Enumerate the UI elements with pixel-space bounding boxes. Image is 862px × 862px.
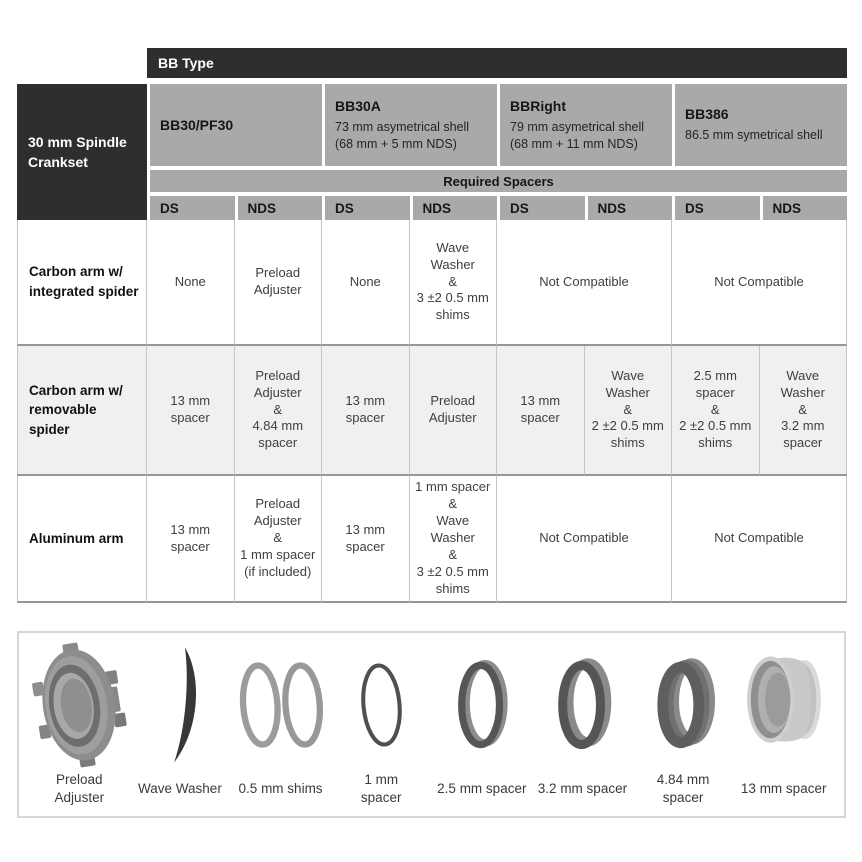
table-cell: 13 mm spacer — [147, 476, 235, 603]
bb-type-name: BBRight — [510, 97, 566, 114]
table-cell: 13 mm spacer — [497, 346, 585, 476]
bb-type-desc: 86.5 mm symetrical shell — [685, 128, 823, 143]
part-label: 1 mm spacer — [360, 771, 402, 806]
legend-part-wave-washer — [130, 641, 231, 810]
table-cell: Preload Adjuster & 4.84 mm spacer — [235, 346, 323, 476]
row-label-carbon-integrated: Carbon arm w/ integrated spider — [17, 220, 147, 346]
preload-adjuster-image — [29, 641, 129, 768]
required-spacers-header: Required Spacers — [147, 170, 847, 192]
table-cell-not-compatible: Not Compatible — [497, 476, 672, 603]
spacer-484mm-image — [636, 641, 731, 768]
table-cell-not-compatible: Not Compatible — [672, 476, 847, 603]
table-cell: Preload Adjuster — [410, 346, 498, 476]
bb-type-header-bb30-pf30 — [147, 84, 322, 166]
legend-part-13mm-spacer — [733, 641, 834, 810]
legend-part-preload-adjuster — [29, 641, 130, 810]
subheader-nds: NDS — [410, 196, 498, 220]
part-label: 2.5 mm spacer — [437, 781, 527, 797]
table-cell: None — [322, 220, 410, 346]
spacer-13mm-image — [734, 641, 834, 768]
spacer-1mm-image — [334, 641, 429, 768]
table-cell: 1 mm spacer & Wave Washer & 3 ±2 0.5 mm shims — [410, 476, 498, 603]
table-cell: Wave Washer & 3 ±2 0.5 mm shims — [410, 220, 498, 346]
table-cell: Wave Washer & 3.2 mm spacer — [760, 346, 848, 476]
subheader-ds: DS — [672, 196, 760, 220]
bb-type-header-bbright — [497, 84, 672, 166]
bb-type-header: BB Type — [147, 48, 847, 78]
table-cell: 2.5 mm spacer & 2 ±2 0.5 mm shims — [672, 346, 760, 476]
subheader-ds: DS — [322, 196, 410, 220]
legend-part-25mm-spacer — [432, 641, 533, 810]
table-cell-not-compatible: Not Compatible — [672, 220, 847, 346]
part-label: 3.2 mm spacer — [537, 781, 628, 797]
table-cell: 13 mm spacer — [147, 346, 235, 476]
compatibility-table — [17, 48, 847, 603]
spacer-25mm-image — [434, 641, 529, 768]
wave-washer-image — [132, 641, 227, 768]
part-label: 0.5 mm shims — [238, 781, 323, 797]
legend-part-32mm-spacer — [532, 641, 633, 810]
legend-part-1mm-spacer — [331, 641, 432, 810]
table-cell-not-compatible: Not Compatible — [497, 220, 672, 346]
table-cell: 13 mm spacer — [322, 346, 410, 476]
subheader-nds: NDS — [235, 196, 323, 220]
bb-type-desc: 79 mm asymetrical shell (68 mm + 11 mm NDS) — [510, 119, 645, 151]
subheader-nds: NDS — [760, 196, 848, 220]
spindle-crankset-header: 30 mm Spindle Crankset — [17, 84, 147, 220]
table-cell: Preload Adjuster — [235, 220, 323, 346]
part-label: 4.84 mm spacer — [656, 771, 710, 806]
table-cell: None — [147, 220, 235, 346]
bb-type-name: BB30A — [335, 97, 381, 114]
shims-image — [231, 641, 331, 768]
bb-type-name: BB30/PF30 — [160, 117, 234, 133]
bb-type-header-bb386 — [672, 84, 847, 166]
part-label: Wave Washer — [138, 781, 222, 797]
table-cell: Preload Adjuster & 1 mm spacer (if included) — [235, 476, 323, 603]
row-label-aluminum-arm: Aluminum arm — [17, 476, 147, 603]
parts-legend-panel — [17, 631, 846, 818]
legend-part-484mm-spacer — [633, 641, 734, 810]
spacer-32mm-image — [535, 641, 630, 768]
part-label: Preload Adjuster — [54, 771, 105, 806]
subheader-ds: DS — [147, 196, 235, 220]
bb-type-name: BB386 — [685, 106, 729, 123]
bb-type-header-bb30a — [322, 84, 497, 166]
subheader-nds: NDS — [585, 196, 673, 220]
row-label-carbon-removable: Carbon arm w/ removable spider — [17, 346, 147, 476]
bb-type-desc: 73 mm asymetrical shell (68 mm + 5 mm NDS) — [335, 119, 470, 151]
legend-part-05mm-shims — [230, 641, 331, 810]
part-label: 13 mm spacer — [740, 781, 827, 797]
table-cell: 13 mm spacer — [322, 476, 410, 603]
table-cell: Wave Washer & 2 ±2 0.5 mm shims — [585, 346, 673, 476]
subheader-ds: DS — [497, 196, 585, 220]
